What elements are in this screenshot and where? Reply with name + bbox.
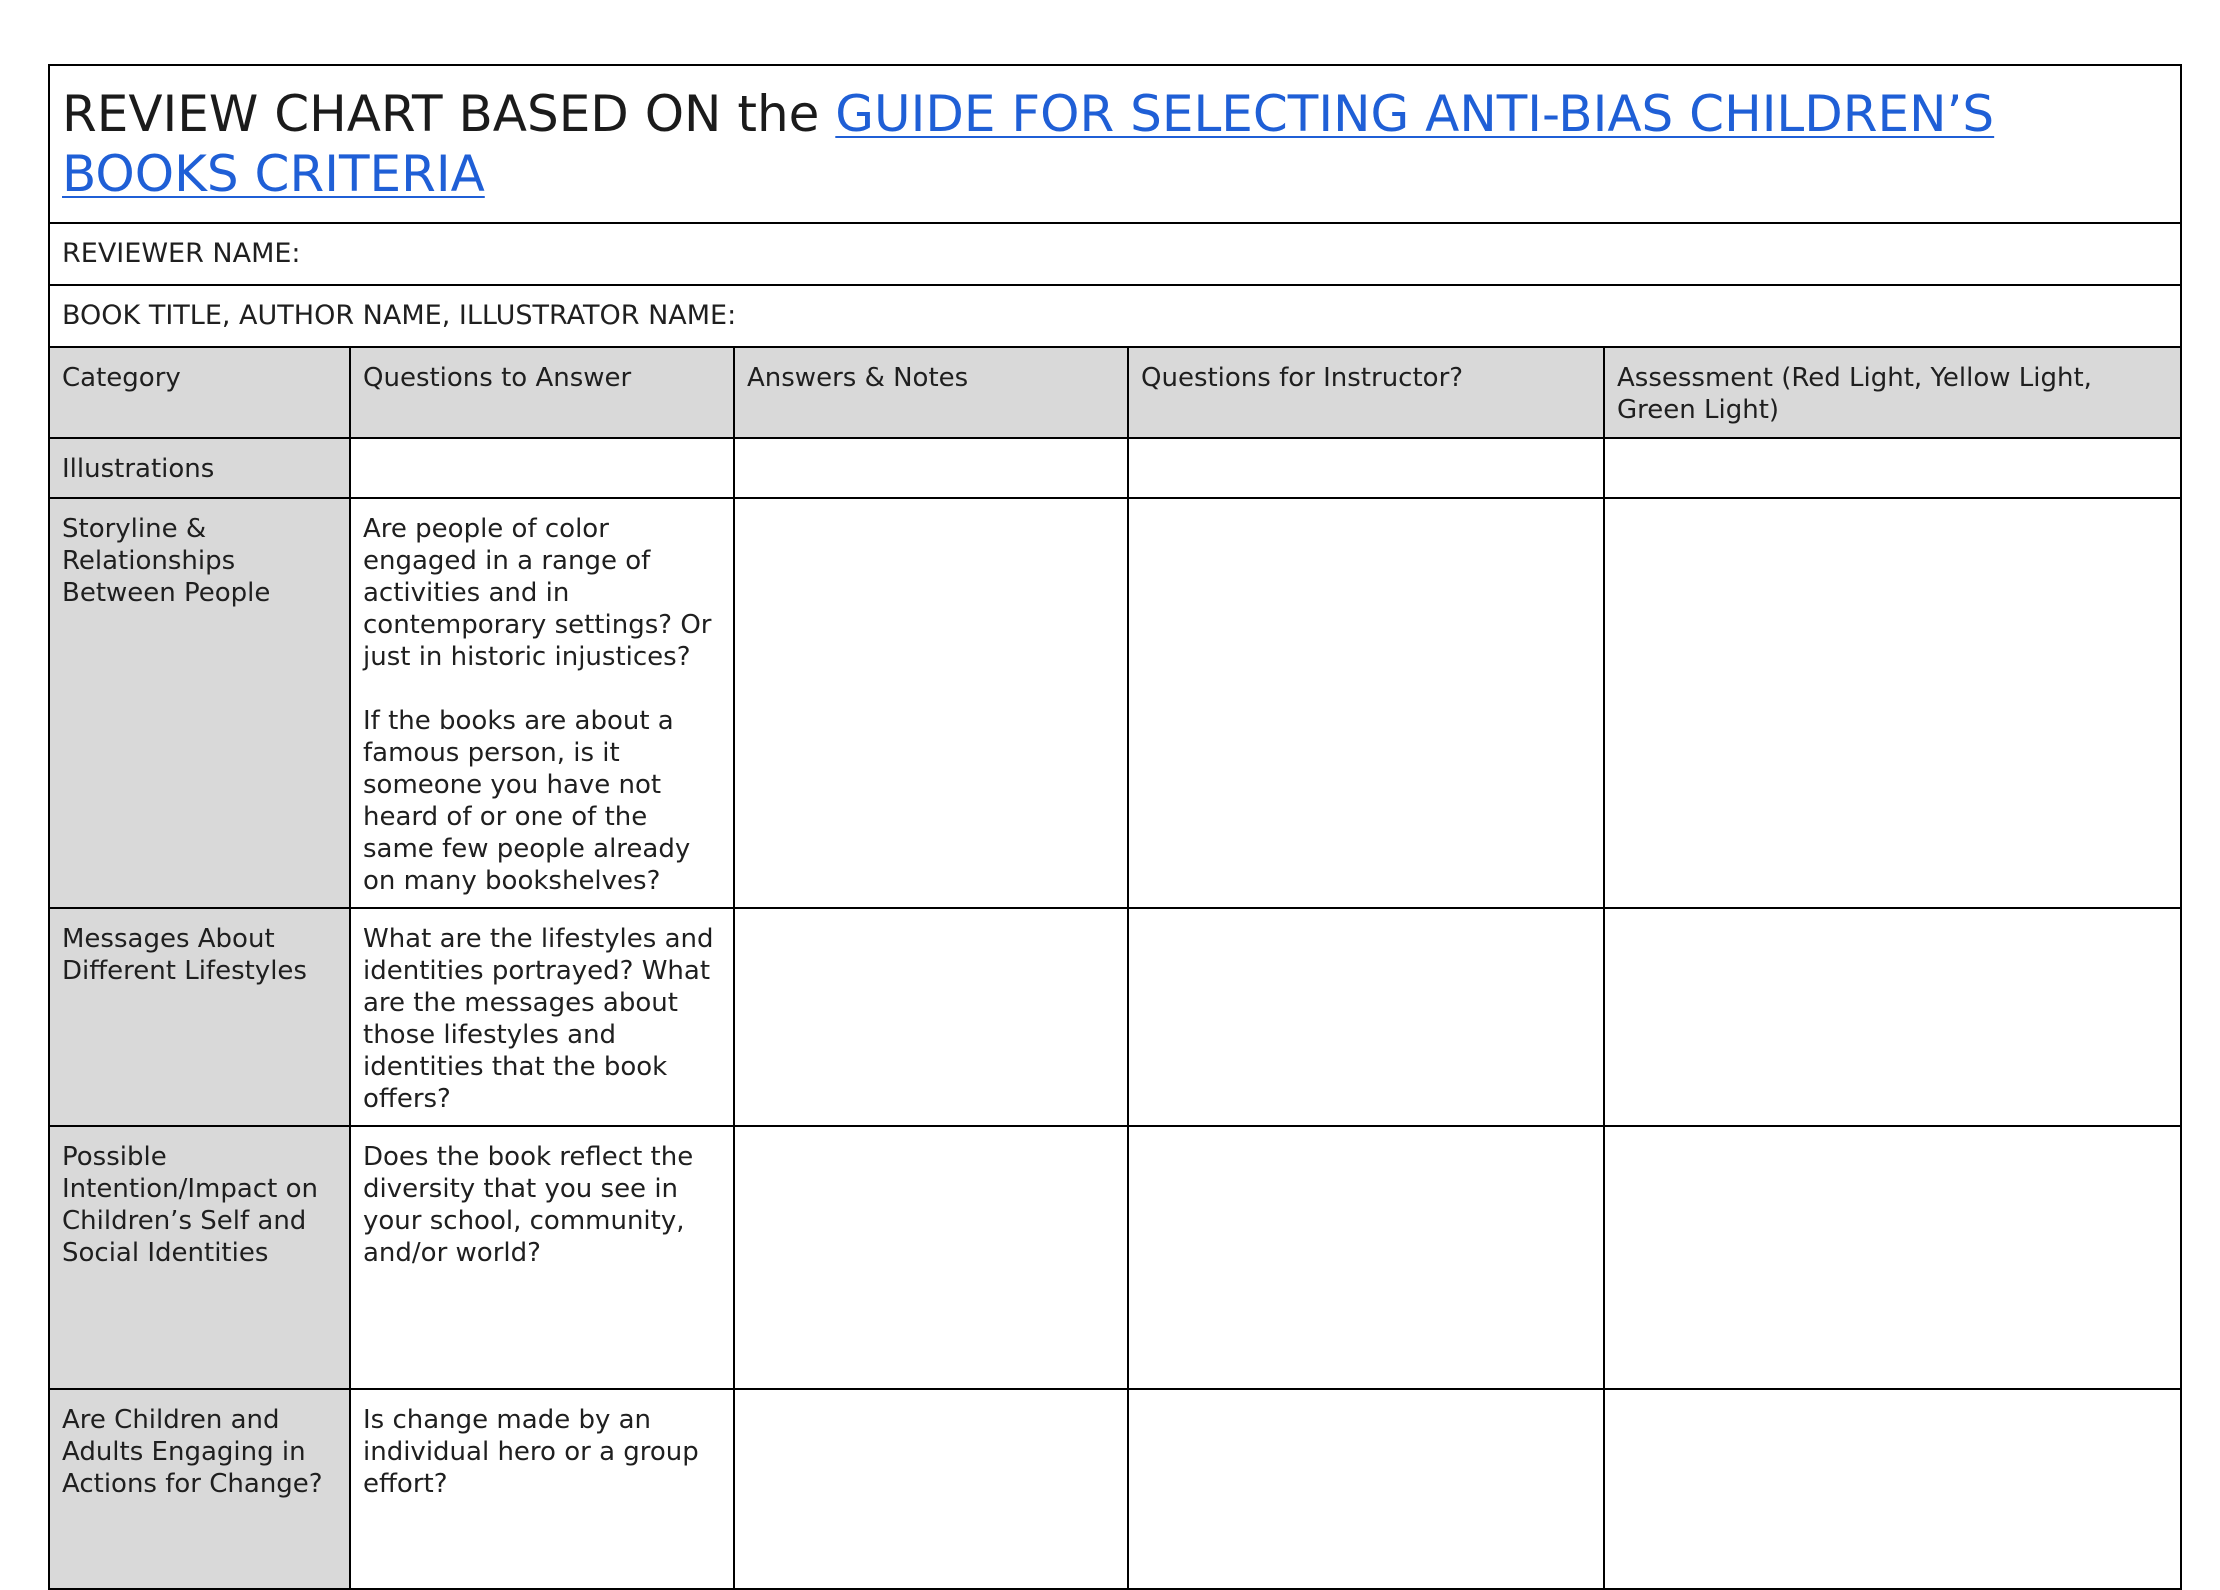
instructor-questions-cell[interactable] (1128, 438, 1604, 498)
instructor-questions-cell[interactable] (1128, 498, 1604, 908)
category-cell: Illustrations (50, 438, 350, 498)
questions-cell (350, 1389, 734, 1589)
answers-notes-cell[interactable] (734, 438, 1128, 498)
column-header-category: Category (50, 348, 350, 438)
questions-cell (350, 908, 734, 1126)
category-cell: Are Children and Adults Engaging in Actions for Change? (50, 1389, 350, 1589)
table-row (50, 1389, 2180, 1589)
column-header-answers: Answers & Notes (734, 348, 1128, 438)
answers-notes-cell[interactable] (734, 498, 1128, 908)
question-text: Is change made by an individual hero or a group effort? (363, 1405, 699, 1499)
table-row (50, 908, 2180, 1126)
reviewer-name-row (50, 224, 2180, 286)
column-header-instructor-questions: Questions for Instructor? (1128, 348, 1604, 438)
questions-cell (350, 438, 734, 498)
instructor-questions-cell[interactable] (1128, 1126, 1604, 1389)
reviewer-name-label: REVIEWER NAME: (62, 238, 301, 269)
book-info-label: BOOK TITLE, AUTHOR NAME, ILLUSTRATOR NAME: (62, 300, 737, 331)
assessment-cell[interactable] (1604, 498, 2180, 908)
column-header-assessment: Assessment (Red Light, Yellow Light, Green Light) (1604, 348, 2180, 438)
question-text: What are the lifestyles and identities portrayed? What are the messages about those lifestyles and identities that the book offers? (363, 924, 714, 1114)
title-prefix: REVIEW CHART BASED ON the (62, 85, 836, 143)
table-row (50, 1126, 2180, 1389)
category-cell: Possible Intention/Impact on Children’s Self and Social Identities (50, 1126, 350, 1389)
question-text: Does the book reflect the diversity that you see in your school, community, and/or world? (363, 1142, 694, 1268)
table-header-row (50, 348, 2180, 438)
guide-link[interactable]: GUIDE FOR SELECTING ANTI-BIAS CHILDREN’S BOOKS CRITERIA (62, 85, 1995, 203)
criteria-table (50, 348, 2180, 1590)
question-text: If the books are about a famous person, is it someone you have not heard of or one of the same few people already on many bookshelves? (363, 706, 691, 896)
column-header-questions: Questions to Answer (350, 348, 734, 438)
question-text: Are people of color engaged in a range of activities and in contemporary settings? Or just in historic injustices? (363, 514, 712, 672)
table-row (50, 438, 2180, 498)
questions-cell (350, 498, 734, 908)
assessment-cell[interactable] (1604, 908, 2180, 1126)
answers-notes-cell[interactable] (734, 1126, 1128, 1389)
book-info-row (50, 286, 2180, 348)
category-cell: Messages About Different Lifestyles (50, 908, 350, 1126)
category-cell: Storyline & Relationships Between People (50, 498, 350, 908)
assessment-cell[interactable] (1604, 1389, 2180, 1589)
page-title (50, 66, 2180, 224)
instructor-questions-cell[interactable] (1128, 1389, 1604, 1589)
answers-notes-cell[interactable] (734, 908, 1128, 1126)
assessment-cell[interactable] (1604, 1126, 2180, 1389)
table-row (50, 498, 2180, 908)
assessment-cell[interactable] (1604, 438, 2180, 498)
review-chart (48, 64, 2182, 1590)
answers-notes-cell[interactable] (734, 1389, 1128, 1589)
instructor-questions-cell[interactable] (1128, 908, 1604, 1126)
questions-cell (350, 1126, 734, 1389)
